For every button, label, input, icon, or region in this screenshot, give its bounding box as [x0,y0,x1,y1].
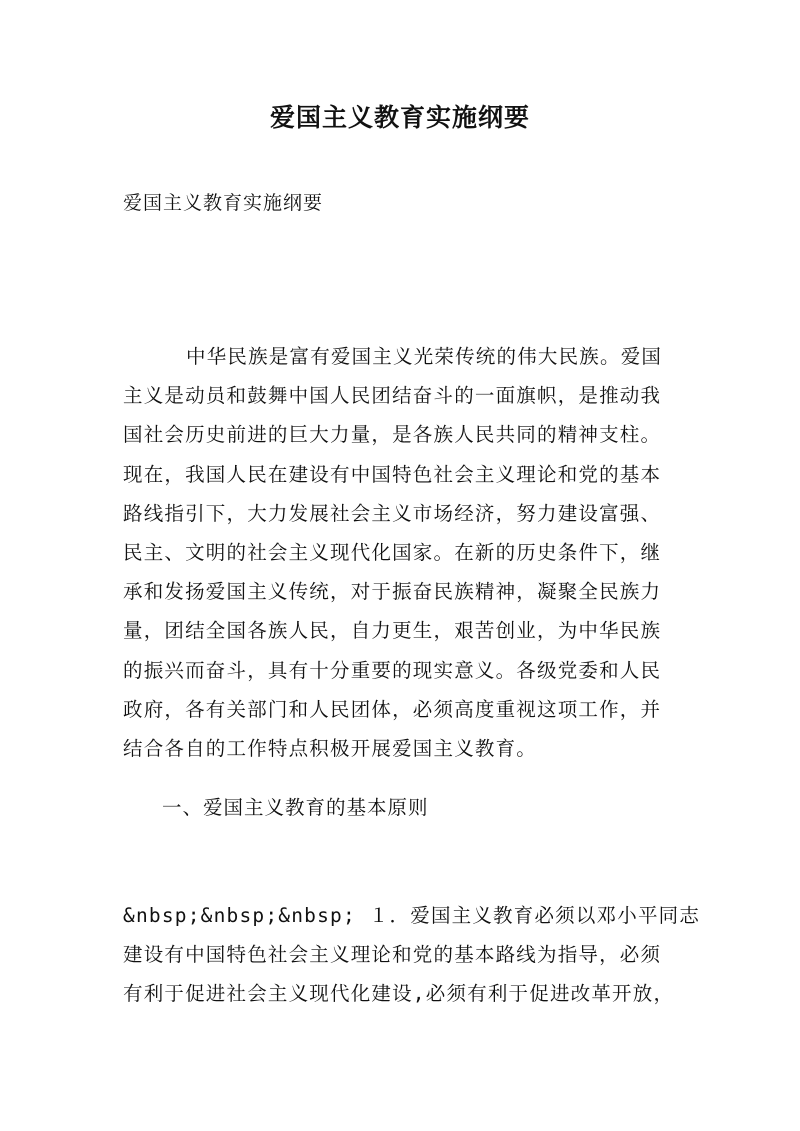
paragraph-line: 现在，我国人民在建设有中国特色社会主义理论和党的基本 [123,462,662,486]
paragraph-line: 民主、文明的社会主义现代化国家。在新的历史条件下，继 [123,541,662,565]
intro-paragraph [123,337,688,768]
paragraph-line: 主义是动员和鼓舞中国人民团结奋斗的一面旗帜，是推动我 [123,384,662,408]
paragraph-line: 路线指引下，大力发展社会主义市场经济，努力建设富强、 [123,501,662,525]
paragraph-line: 有利于促进社会主义现代化建设,必须有利于促进改革开放， [123,982,675,1006]
paragraph-line-text: 中华民族是富有爱国主义光荣传统的伟大民族。爱国 [186,345,663,368]
paragraph-line: 量，团结全国各族人民，自力更生，艰苦创业，为中华民族 [123,619,662,643]
paragraph-line: 承和发扬爱国主义传统，对于振奋民族精神，凝聚全民族力 [123,580,662,604]
section-heading: 一、爱国主义教育的基本原则 [162,796,429,819]
document-subtitle: 爱国主义教育实施纲要 [123,192,324,214]
paragraph-line: 建设有中国特色社会主义理论和党的基本路线为指导，必须 [123,943,662,967]
document-title: 爱国主义教育实施纲要 [269,103,530,132]
paragraph-line: 结合各自的工作特点积极开展爱国主义教育。 [123,737,538,761]
paragraph-line: 国社会历史前进的巨大力量，是各族人民共同的精神支柱。 [123,423,662,447]
principle-paragraph [123,896,701,1014]
paragraph-line: 政府，各有关部门和人民团体，必须高度重视这项工作，并 [123,697,662,721]
paragraph-line: 的振兴而奋斗，具有十分重要的现实意义。各级党委和人民 [123,658,662,682]
paragraph-line [123,337,688,376]
paragraph-line: &nbsp;&nbsp;&nbsp; １．爱国主义教育必须以邓小平同志 [123,904,701,927]
